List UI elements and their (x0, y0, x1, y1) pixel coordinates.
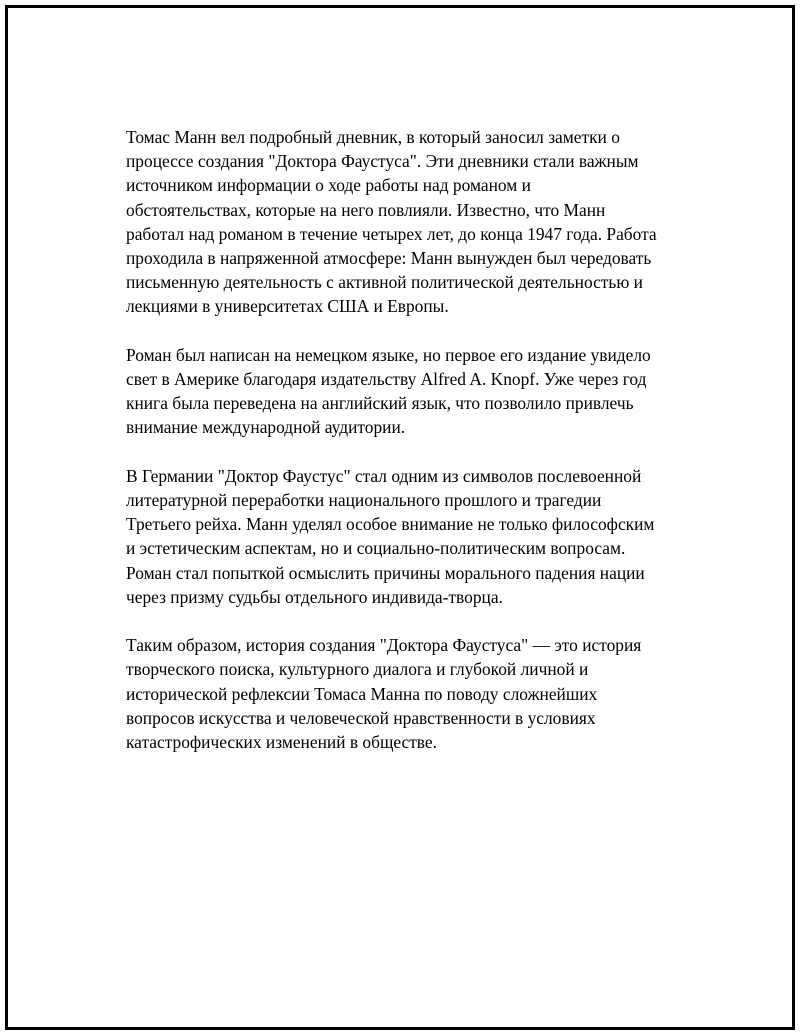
text-line: обстоятельствах, которые на него повлияли. Известно, что Манн (126, 199, 606, 220)
text-line: Третьего рейха. Манн уделял особое внимание не только философским (126, 514, 655, 535)
paragraph-3 (126, 464, 701, 609)
text-line: письменную деятельность с активной политической деятельностью и (126, 272, 643, 293)
text-line: процессе создания "Доктора Фаустуса". Эти дневники стали важным (126, 151, 639, 172)
text-line: вопросов искусства и человеческой нравственности в условиях (126, 707, 596, 728)
text-line: Роман стал попыткой осмыслить причины морального падения нации (126, 562, 645, 583)
text-line: внимание международной аудитории. (126, 417, 406, 438)
text-line: через призму судьбы отдельного индивида-творца. (126, 586, 503, 607)
paragraph-2 (126, 343, 701, 440)
text-line: Томас Манн вел подробный дневник, в который заносил заметки о (126, 127, 620, 147)
text-line: работал над романом в течение четырех лет, до конца 1947 года. Работа (126, 223, 657, 244)
text-line: Таким образом, история создания "Доктора Фаустуса" — это история (126, 635, 642, 656)
text-line: творческого поиска, культурного диалога и глубокой личной и (126, 659, 589, 680)
text-line: книга была переведена на английский язык, что позволило привлечь (126, 393, 634, 414)
text-line: лекциями в университетах США и Европы. (126, 296, 449, 317)
text-line: литературной переработки национального прошлого и трагедии (126, 490, 602, 511)
paragraph-1 (126, 125, 701, 319)
text-line: исторической рефлексии Томаса Манна по поводу сложнейших (126, 683, 598, 704)
text-line: и эстетическим аспектам, но и социально-политическим вопросам. (126, 538, 626, 559)
page-frame (5, 5, 795, 1030)
text-line: Роман был написан на немецком языке, но первое его издание увидело (126, 344, 651, 365)
text-line: источником информации о ходе работы над романом и (126, 175, 531, 196)
text-line: В Германии "Доктор Фаустус" стал одним из символов послевоенной (126, 465, 642, 486)
document-body (126, 125, 701, 778)
text-line: проходила в напряженной атмосфере: Манн вынужден был чередовать (126, 248, 652, 269)
paragraph-4 (126, 633, 701, 754)
text-line: свет в Америке благодаря издательству Alfred A. Knopf. Уже через год (126, 369, 647, 390)
text-line: катастрофических изменений в обществе. (126, 732, 437, 753)
